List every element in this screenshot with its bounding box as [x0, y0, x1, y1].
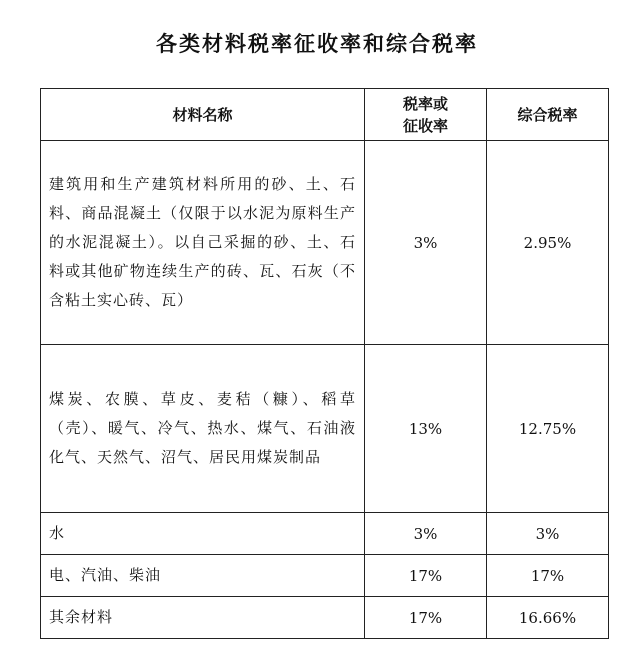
table-row	[41, 141, 609, 345]
material-name-cell: 建筑用和生产建筑材料所用的砂、土、石料、商品混凝土（仅限于以水泥为原料生产的水泥混凝土）。以自己采掘的砂、土、石料或其他矿物连续生产的砖、瓦、石灰（不含粘土实心砖、瓦）	[41, 141, 365, 345]
tax-rate-cell: 3%	[365, 141, 487, 345]
comprehensive-rate-cell: 2.95%	[487, 141, 609, 345]
comprehensive-rate-cell: 12.75%	[487, 345, 609, 513]
tax-rate-cell: 17%	[365, 555, 487, 597]
header-tax-rate	[365, 89, 487, 141]
comprehensive-rate-cell: 17%	[487, 555, 609, 597]
material-name-cell: 其余材料	[41, 597, 365, 639]
tax-rate-cell: 3%	[365, 513, 487, 555]
material-name-cell: 水	[41, 513, 365, 555]
comprehensive-rate-cell: 3%	[487, 513, 609, 555]
comprehensive-rate-cell: 16.66%	[487, 597, 609, 639]
table-row	[41, 345, 609, 513]
table-row	[41, 513, 609, 555]
tax-rate-cell: 13%	[365, 345, 487, 513]
table-header-row	[41, 89, 609, 141]
header-comprehensive-rate: 综合税率	[487, 89, 609, 141]
table-row	[41, 555, 609, 597]
document-title: 各类材料税率征收率和综合税率	[156, 31, 478, 56]
header-tax-rate-line2: 征收率	[402, 116, 448, 135]
header-material-name: 材料名称	[41, 89, 365, 141]
material-name-cell: 电、汽油、柴油	[41, 555, 365, 597]
tax-rate-cell: 17%	[365, 597, 487, 639]
header-tax-rate-line1: 税率或	[402, 94, 448, 113]
material-name-cell: 煤炭、农膜、草皮、麦秸（糠）、稻草（壳）、暖气、冷气、热水、煤气、石油液化气、天然气、沼气、居民用煤炭制品	[41, 345, 365, 513]
tax-rate-table	[40, 88, 609, 639]
table-row	[41, 597, 609, 639]
